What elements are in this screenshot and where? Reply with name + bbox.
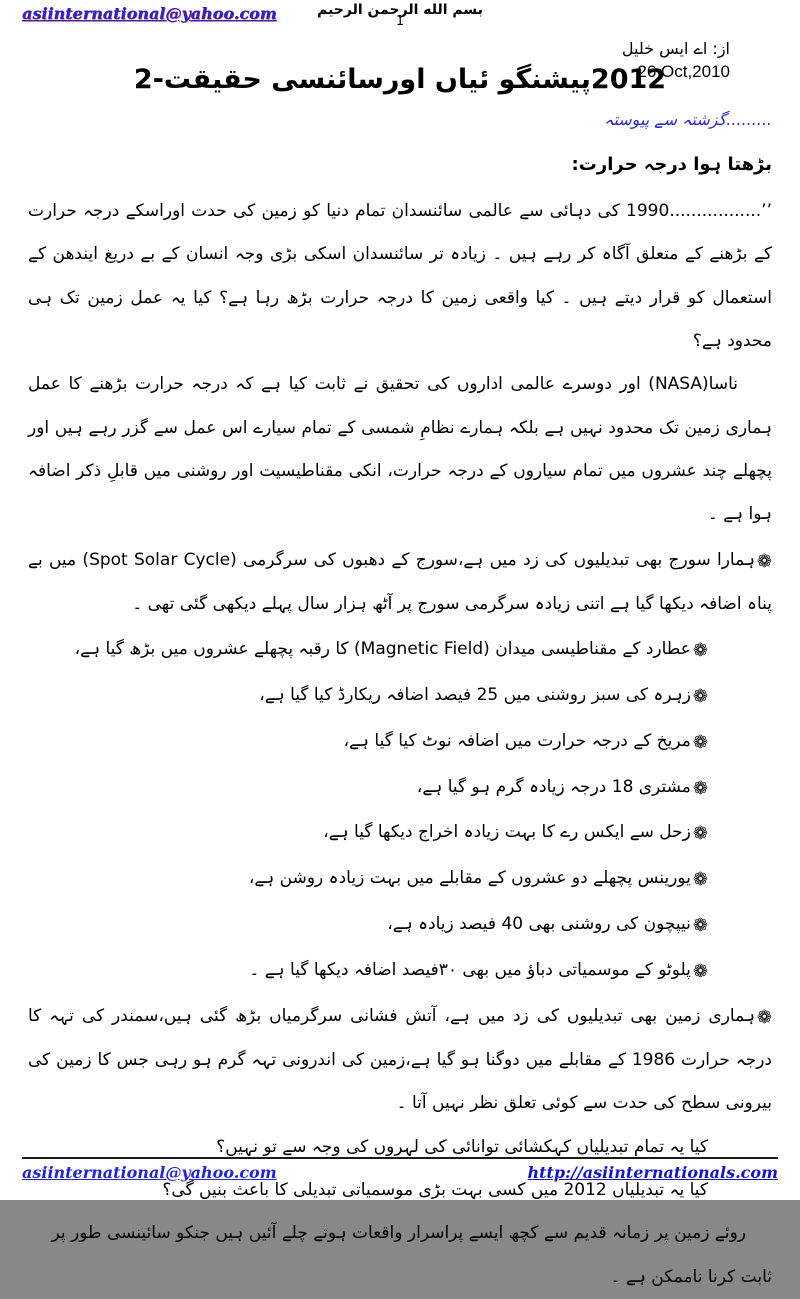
flower-bullet-icon: ❁ [692, 639, 708, 661]
page-title: 2012پیشنگو ئیاں اورسائنسی حقیقت-2 [133, 64, 667, 96]
header-email-link[interactable]: asiinternational@yahoo.com [22, 4, 277, 23]
footer-website-link[interactable]: http://asiinternationals.com [527, 1163, 778, 1182]
closing-paragraph: روئے زمین پر زمانہ قدیم سے کچھ ایسے پراسرار واقعات ہوتے چلے آئیں ہیں جنکو سائینسی طور پر ثابت کرنا ناممکن ہے ۔ [51, 1223, 772, 1287]
page-number: 1 [395, 14, 405, 30]
list-item-text: پلوٹو کے موسمیاتی دباؤ میں بھی ۳۰فیصد اضافہ دیکھا گیا ہے ۔ [249, 960, 691, 981]
document-body [28, 142, 772, 1299]
paragraph-nasa-research: ناسا(NASA) اور دوسرے عالمی اداروں کی تحقیق نے ثابت کیا ہے کہ درجہ حرارت بڑھنے کا عمل ہماری زمین تک محدود نہیں ہے بلکہ ہمارے نظامِ شمسی کے تمام سیارے اس عمل سے گزر رہے ہیں اور پچھلے چند عشروں میں تمام سیاروں کے درجہ حرارت، انکی مقناطیسیت اور روشنی میں قابلِ ذکر اضافہ ہوا ہے ۔ [28, 374, 772, 525]
paragraph-global-warming: ’’.................1990 کی دہائی سے عالمی سائنسدان تمام دنیا کو زمین کی حدت اوراسکے درجہ حرارت کے بڑھنے کے متعلق آگاہ کر رہے ہیں ۔ زیادہ تر سائنسدان اسکی بڑی وجہ انسان کے بے دریغ ایندھن کے استعمال کو قرار دیتے ہیں ۔ کیا واقعی زمین کا درجہ حرارت بڑھ رہا ہے؟ کیا یہ عمل زمین تک ہی محدود ہے؟ [28, 200, 772, 351]
list-item-pluto [28, 947, 772, 993]
list-item-uranus [28, 855, 772, 901]
flower-bullet-icon: ❁ [692, 915, 708, 937]
section-heading: بڑھتا ہوا درجہ حرارت: [571, 154, 772, 175]
list-item-text: زہرہ کی سبز روشنی میں 25 فیصد اضافہ ریکارڈ کیا گیا ہے، [259, 684, 691, 705]
flower-bullet-icon: ❁ [692, 823, 708, 845]
bismillah-block [0, 2, 800, 30]
flower-bullet-icon: ❁ [692, 731, 708, 753]
author-byline: از: اے ایس خلیل [621, 39, 730, 58]
list-item-text: یورینس پچھلے دو عشروں کے مقابلے میں بہت زیادہ روشن ہے، [248, 868, 691, 889]
list-item-saturn [28, 809, 772, 855]
list-item-earth [28, 993, 772, 1126]
continued-from-previous: .........گزشتہ سے پیوستہ [604, 110, 772, 129]
flower-bullet-icon: ❁ [692, 869, 708, 891]
list-item-text: مریخ کے درجہ حرارت میں اضافہ نوٹ کیا گیا ہے، [343, 730, 691, 751]
flower-bullet-icon: ❁ [692, 961, 708, 983]
list-item-text: ہماری زمین بھی تبدیلیوں کی زد میں ہے، آتش فشانی سرگرمیاں بڑھ گئی ہیں،سمندر کی تہہ کا درجہ حرارت 1986 کے مقابلے میں دوگنا ہو گیا ہے،زمین کی اندرونی تہہ گرم ہو رہی جس کا زمین کی بیرونی سطح کی حدت سے کوئی تعلق نظر نہیں آتا ۔ [28, 1006, 772, 1114]
question-2012-climate: کیا یہ تبدیلیاں 2012 میں کسی بہت بڑی موسمیاتی تبدیلی کا باعث بنیں گی؟ [162, 1179, 708, 1200]
question-galactic-energy: کیا یہ تمام تبدیلیاں کہکشائی توانائی کی لہروں کی وجہ سے تو نہیں؟ [216, 1136, 708, 1157]
list-item-neptune [28, 901, 772, 947]
list-item-text: عطارد کے مقناطیسی میدان (Magnetic Field) کا رقبہ پچھلے عشروں میں بڑھ گیا ہے، [74, 638, 691, 659]
planet-facts-list [28, 537, 772, 1126]
flower-bullet-icon: ❁ [692, 777, 708, 799]
bismillah-text: بسم الله الرحمن الرحيم [317, 2, 483, 18]
list-item-text: زحل سے ایکس رے کا بہت زیادہ اخراج دیکھا گیا ہے، [323, 822, 691, 843]
list-item-mars [28, 718, 772, 764]
footer-email-link[interactable]: asiinternational@yahoo.com [22, 1163, 277, 1182]
list-item-text: ہمارا سورج بھی تبدیلیوں کی زد میں ہے،سورج کے دھبوں کی سرگرمی (Spot Solar Cycle) میں بے پناہ اضافہ دیکھا گیا ہے اتنی زیادہ سرگرمی سورج پر آٹھ ہزار سال پہلے دیکھی گئی تھی ۔ [28, 549, 772, 614]
list-item-jupiter [28, 764, 772, 810]
list-item-sun [28, 537, 772, 626]
list-item-mercury [28, 626, 772, 672]
flower-bullet-icon: ❁ [692, 685, 708, 707]
list-item-venus [28, 672, 772, 718]
page-footer [22, 1157, 778, 1182]
list-item-text: مشتری 18 درجہ زیادہ گرم ہو گیا ہے، [416, 776, 691, 797]
flower-bullet-icon: ❁ [756, 550, 772, 572]
flower-bullet-icon: ❁ [756, 1007, 772, 1028]
list-item-text: نیپچون کی روشنی بھی 40 فیصد زیادہ ہے، [387, 914, 691, 935]
document-date: 26 Oct,2010 [637, 62, 730, 82]
